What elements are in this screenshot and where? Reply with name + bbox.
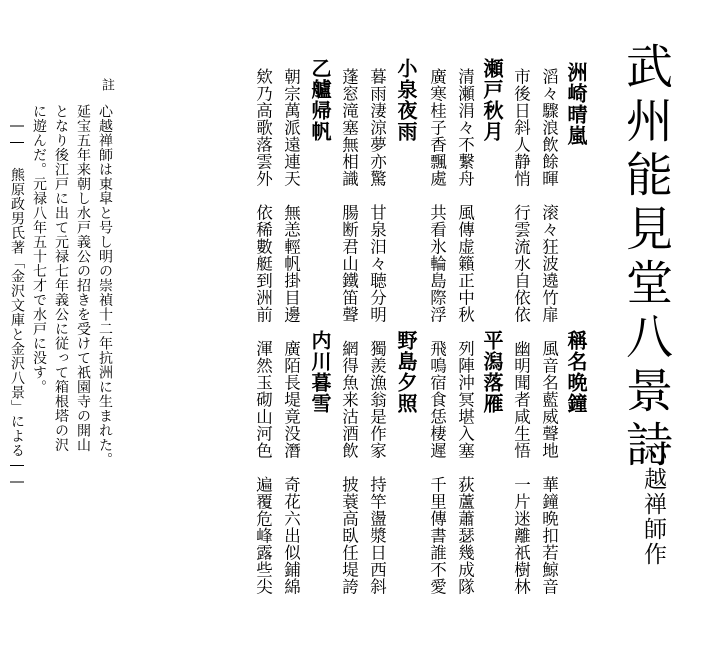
poem-heading: 瀬戸秋月 [480, 58, 504, 142]
poem-line: 暮雨淒涼夢亦驚 甘泉汨々聴分明 [367, 68, 387, 323]
author-credit: 心越禅師作 [640, 442, 666, 567]
poem-heading: 小泉夜雨 [394, 58, 418, 142]
poem-line: 蓬窓滝塞無相識 腸断君山鐵笛聲 [339, 68, 359, 323]
note-line: 延宝五年来朝し水戸義公の招きを受けて祇園寺の開山 [75, 104, 91, 452]
page-title: 武州能見堂八景詩 [618, 42, 673, 474]
poem-heading: 平潟落雁 [480, 330, 504, 414]
poem-line: 飛鳴宿食恁棲遲 千里傳書誰不愛 [427, 340, 447, 595]
note-line: 心越禅師は東皐と号し明の崇禎十二年抗洲に生まれた。 [97, 104, 113, 467]
poem-line: 幽明聞者咸生悟 一片迷離祇樹林 [511, 340, 531, 595]
poem-heading: 稱名晩鐘 [564, 330, 588, 414]
poem-line: 朝宗萬派遠連天 無恙輕帆掛目邊 [281, 68, 301, 323]
note-line: に遊んだ。元禄八年五十七才で水戸に没す。 [31, 104, 47, 394]
poem-line: 市後日斜人静悄 行雲流水自依依 [511, 68, 531, 323]
poem-line: 渾然玉砌山河色 遍覆危峰露些尖 [253, 340, 273, 595]
poem-line: 列陣沖冥堪入塞 荻蘆蕭瑟幾成隊 [455, 340, 475, 595]
note-label: 註 [99, 78, 114, 91]
note-citation: ―― 熊原政男氏著「金沢文庫と金沢八景」による―― [9, 118, 25, 491]
poem-line: 風音名藍威聲地 華鐘晩扣若鯨音 [539, 340, 559, 595]
poem-line: 滔々驟浪飲餘暉 滚々狂波遶竹扉 [539, 68, 559, 323]
poem-heading: 野島夕照 [394, 330, 418, 414]
poem-heading: 洲崎晴嵐 [564, 62, 588, 146]
note-line: となり後江戸に出て元禄七年義公に従って箱根塔の沢 [53, 104, 69, 452]
poem-heading: 乙艫帰帆 [308, 58, 332, 142]
poem-line: 獨羨漁翁是作家 持竿盪漿日西斜 [367, 340, 387, 595]
poem-line: 廣寒桂子香飄處 共看氷輪島際浮 [427, 68, 447, 323]
poem-heading: 内川暮雪 [308, 330, 332, 414]
poem-line: 欸乃高歌落雲外 依稀數艇到洲前 [253, 68, 273, 323]
poem-line: 廣陌長堤竟没潛 奇花六出似鋪綿 [281, 340, 301, 595]
poem-line: 網得魚来沽酒飲 披蓑高臥任堤誇 [339, 340, 359, 595]
poem-line: 清瀬涓々不繋舟 風傳虚籟正中秋 [455, 68, 475, 323]
